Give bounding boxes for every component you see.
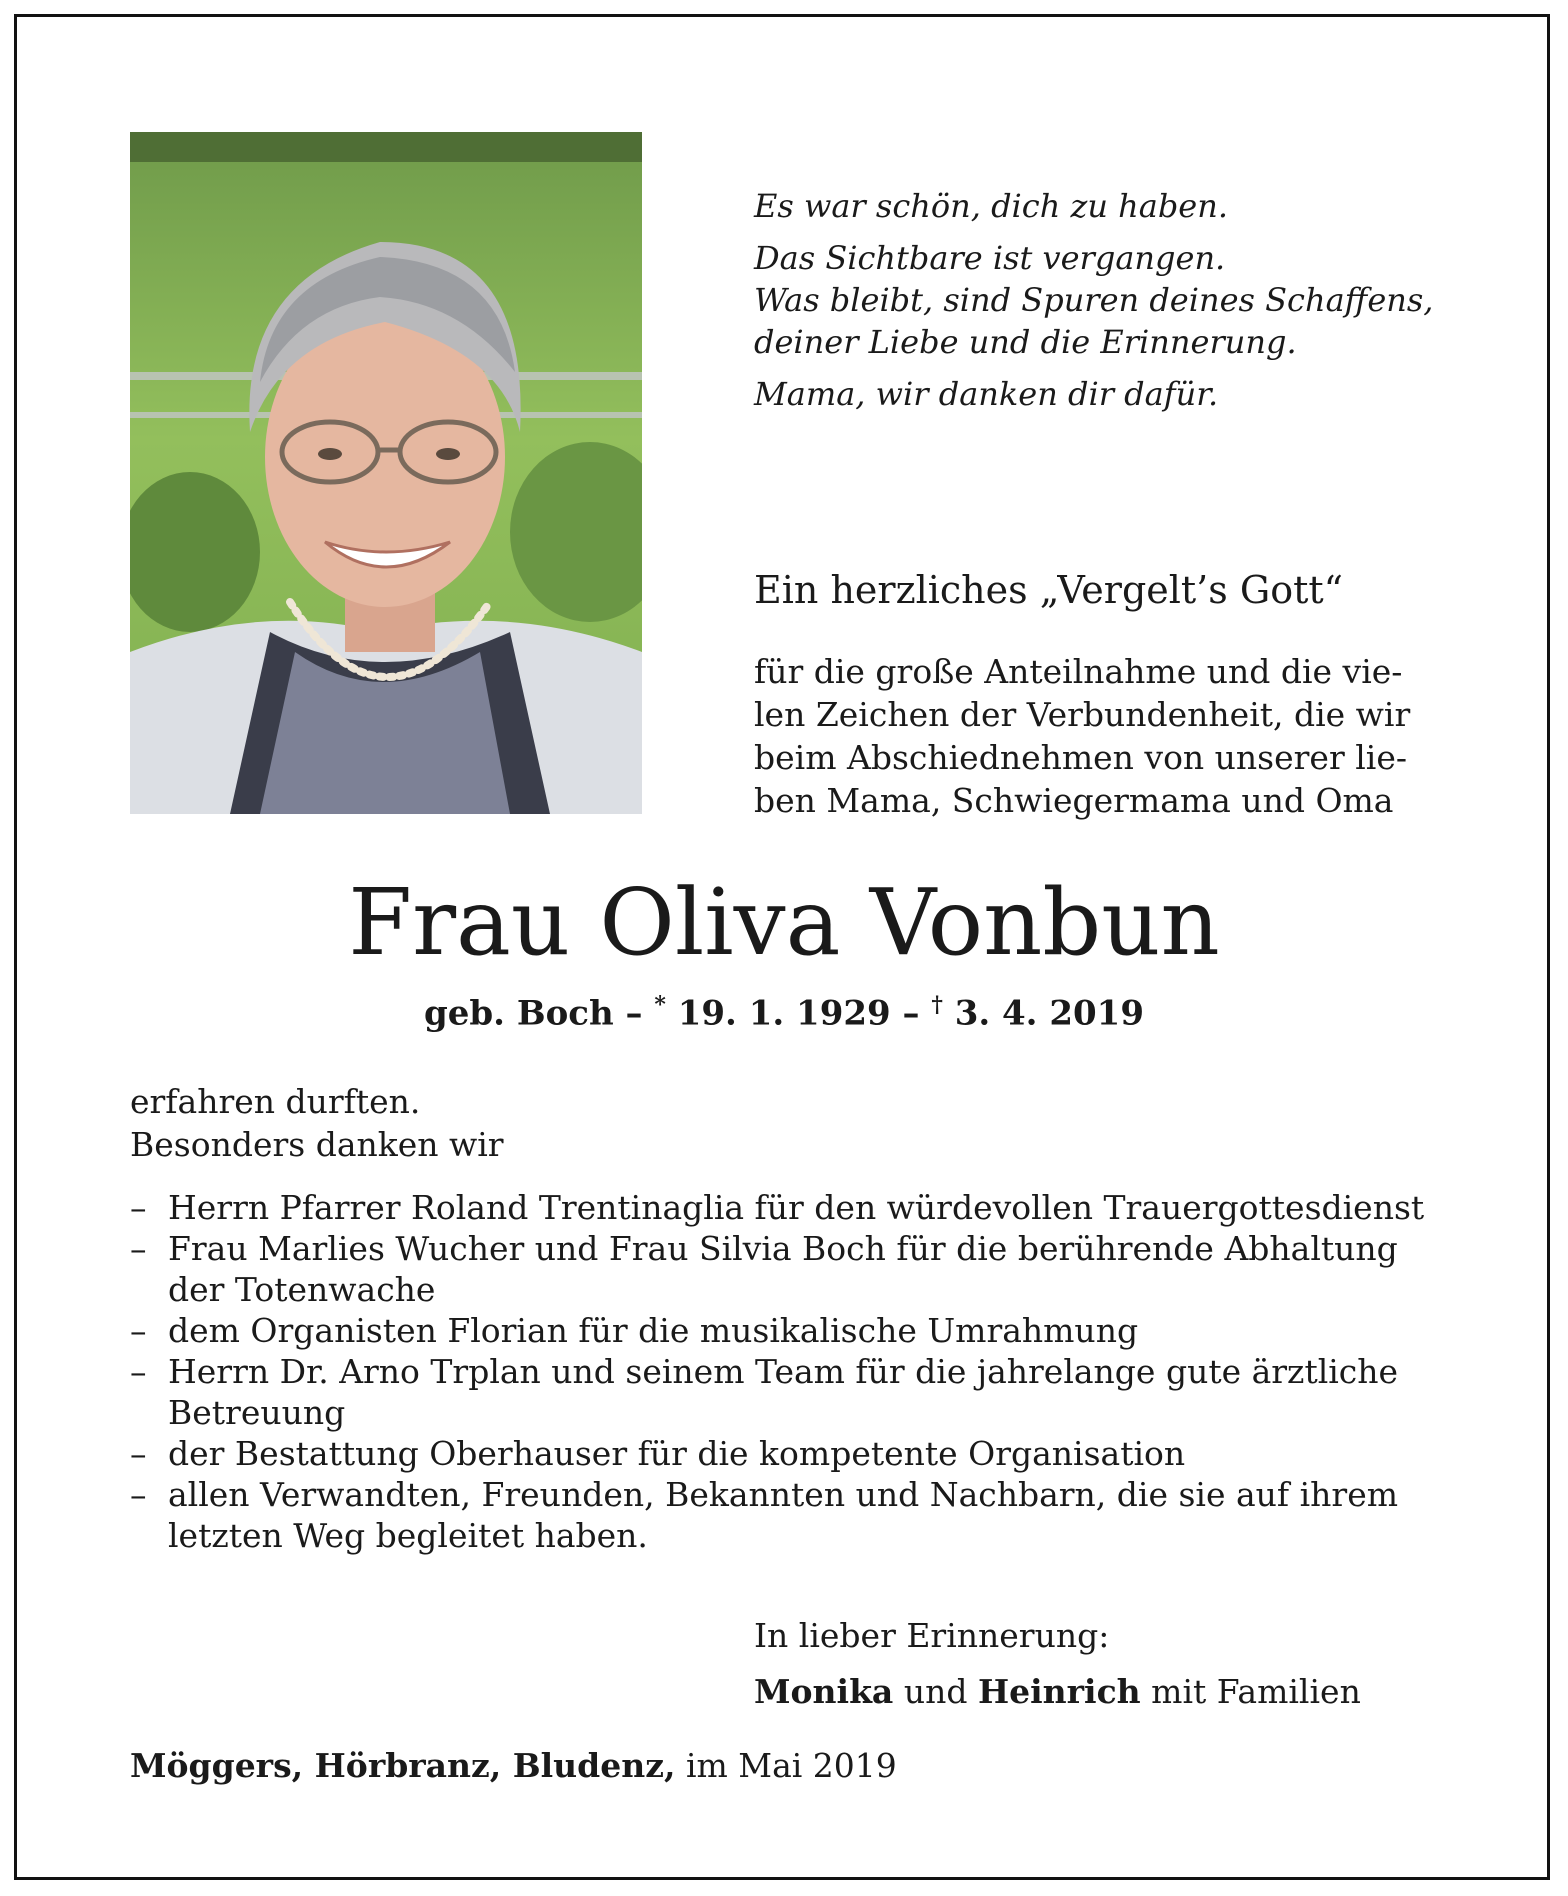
main-text — [130, 1080, 504, 1166]
places: Möggers, Hörbranz, Bludenz, — [130, 1746, 676, 1785]
thanks-line-2: len Zeichen der Verbundenheit, die wir — [754, 695, 1411, 734]
poem-line-5: Mama, wir danken dir dafür. — [754, 375, 1219, 413]
life-dates — [0, 992, 1568, 1033]
list-item — [130, 1351, 1460, 1433]
thanks-line-1: für die große Anteilnahme und die vie- — [754, 652, 1403, 691]
list-dash: – — [130, 1188, 147, 1227]
signer-name-1: Monika — [754, 1672, 894, 1711]
list-item — [130, 1187, 1460, 1228]
list-item-line: Betreuung — [168, 1393, 346, 1432]
thanks-heading: Ein herzliches „Vergelt’s Gott“ — [754, 568, 1344, 612]
signer-name-2: Heinrich — [977, 1672, 1141, 1711]
list-dash: – — [130, 1311, 147, 1350]
list-item-line: letzten Weg begleitet haben. — [168, 1516, 648, 1555]
list-dash: – — [130, 1475, 147, 1514]
list-item-line: der Bestattung Oberhauser für die kompetente Organisation — [168, 1434, 1186, 1473]
signature-and: und — [893, 1672, 978, 1711]
poem-line-1: Es war schön, dich zu haben. — [754, 187, 1229, 225]
list-item-line: Frau Marlies Wucher und Frau Silvia Boch für die berührende Abhaltung — [168, 1229, 1398, 1268]
thanks-list — [130, 1187, 1460, 1556]
signature-intro: In lieber Erinnerung: — [754, 1616, 1110, 1655]
list-dash: – — [130, 1434, 147, 1473]
poem-block — [754, 185, 1433, 415]
list-item-line: dem Organisten Florian für die musikalische Umrahmung — [168, 1311, 1139, 1350]
thanks-body — [754, 650, 1410, 822]
poem-line-3: Was bleibt, sind Spuren deines Schaffens, — [754, 281, 1434, 319]
birth-symbol: * — [654, 992, 666, 1018]
signature-block — [754, 1608, 1361, 1720]
place-date — [130, 1746, 897, 1785]
list-item-line: der Totenwache — [168, 1270, 436, 1309]
list-item — [130, 1310, 1460, 1351]
list-dash: – — [130, 1352, 147, 1391]
list-item — [130, 1433, 1460, 1474]
thanks-line-3: beim Abschiednehmen von unserer lie- — [754, 738, 1408, 777]
list-item — [130, 1474, 1460, 1556]
death-symbol: † — [931, 992, 943, 1018]
maiden-name: geb. Boch – — [423, 993, 655, 1034]
signature-suffix: mit Familien — [1140, 1672, 1361, 1711]
list-dash: – — [130, 1229, 147, 1268]
deceased-name: Frau Oliva Vonbun — [348, 869, 1220, 976]
main-line-2: Besonders danken wir — [130, 1125, 504, 1164]
poem-line-2: Das Sichtbare ist vergangen. — [754, 239, 1226, 277]
list-item-line: Herrn Dr. Arno Trplan und seinem Team für die jahrelange gute ärztliche — [168, 1352, 1399, 1391]
thanks-line-4: ben Mama, Schwiegermama und Oma — [754, 781, 1394, 820]
date-text: im Mai 2019 — [675, 1746, 897, 1785]
list-item-line: Herrn Pfarrer Roland Trentinaglia für den würdevollen Trauergottesdienst — [168, 1188, 1425, 1227]
signature-names — [754, 1664, 1361, 1720]
poem-line-4: deiner Liebe und die Erinnerung. — [754, 323, 1297, 361]
main-line-1: erfahren durften. — [130, 1082, 421, 1121]
portrait-photo — [130, 132, 642, 814]
list-item-line: allen Verwandten, Freunden, Bekannten und Nachbarn, die sie auf ihrem — [168, 1475, 1399, 1514]
death-date: 3. 4. 2019 — [942, 993, 1144, 1034]
list-item — [130, 1228, 1460, 1310]
portrait-illustration — [130, 132, 642, 814]
birth-date: 19. 1. 1929 – — [665, 993, 932, 1034]
